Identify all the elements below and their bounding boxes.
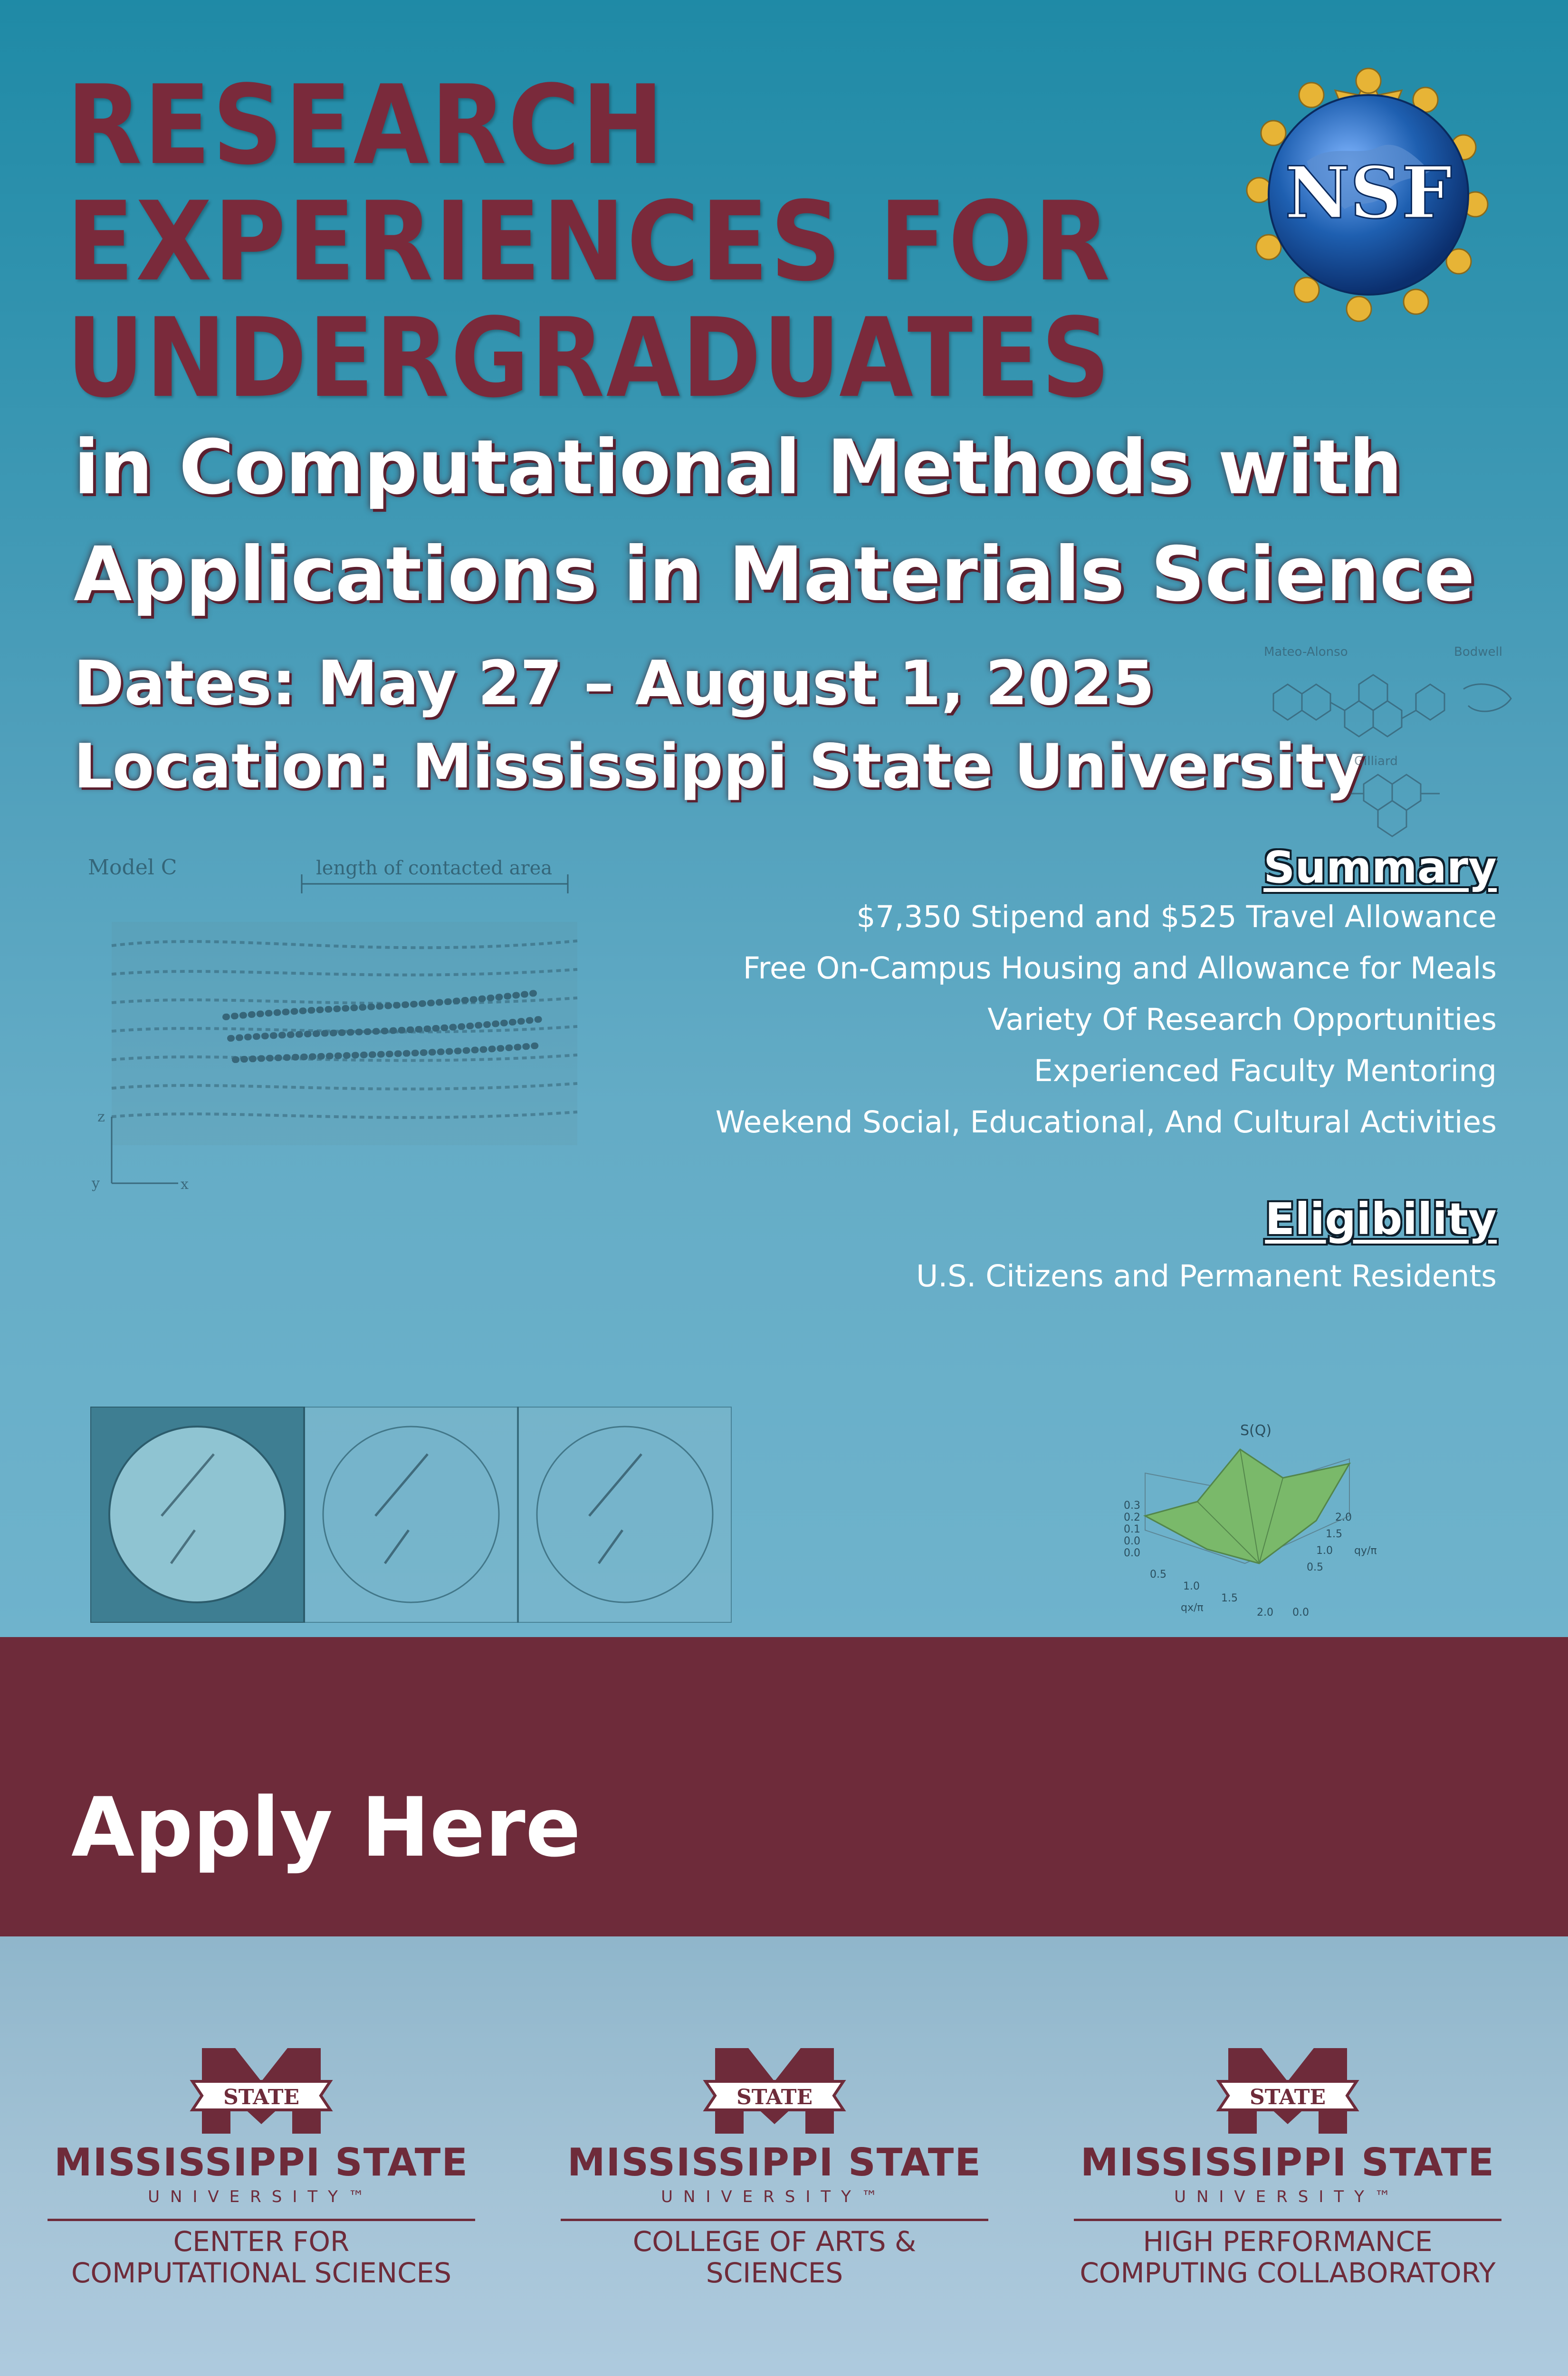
x-tick-label: 0.5 [1150,1569,1166,1581]
logo-divider [48,2219,475,2221]
molecule-label-2: Bodwell [1454,645,1502,659]
y-tick-label: 1.5 [1326,1528,1342,1540]
y-tick-label: 0.5 [1307,1562,1323,1573]
title-line-1: RESEARCH [67,62,666,189]
sq-surface-plot [1102,1407,1397,1625]
summary-item: Variety Of Research Opportunities [987,1002,1497,1037]
apply-here-button[interactable]: Apply Here [71,1780,581,1875]
z-tick-label: 0.0 [1124,1535,1140,1547]
state-badge-text: STATE [223,2085,300,2109]
molecule-diagram [1254,637,1520,846]
msu-logo-cas [561,2043,988,2289]
title-line-3: UNDERGRADUATES [67,295,1112,422]
logo-name: MISSISSIPPI STATE [567,2140,982,2184]
state-badge-text: STATE [736,2085,813,2109]
logo-divider [561,2219,988,2221]
x-axis-label: qx/π [1181,1602,1204,1614]
title-line-2: EXPERIENCES FOR [67,179,1112,306]
dates-text: Dates: May 27 – August 1, 2025 [74,648,1155,719]
logo-name: MISSISSIPPI STATE [54,2140,468,2184]
logo-university: UNIVERSITY™ [148,2187,375,2206]
axis-x-label: x [181,1176,189,1193]
state-badge-text: STATE [1249,2085,1326,2109]
x-tick-label: 1.0 [1183,1581,1200,1592]
summary-title: Summary [1263,842,1497,893]
nsf-logo-text: NSF [1285,151,1452,235]
contacted-area-annotation: length of contacted area [316,857,553,879]
molecule-label-1: Mateo-Alonso [1264,645,1348,659]
logo-unit-line: CENTER FOR [173,2225,350,2258]
y-tick-label: 0.0 [1292,1607,1309,1619]
eligibility-item: U.S. Citizens and Permanent Residents [916,1259,1497,1293]
z-tick-label: 0.1 [1124,1523,1140,1535]
y-tick-label: 1.0 [1316,1545,1333,1557]
logo-divider [1074,2219,1501,2221]
model-c-title: Model C [88,855,177,880]
logo-unit-line: COLLEGE OF ARTS & SCIENCES [632,2225,917,2289]
logo-name: MISSISSIPPI STATE [1080,2140,1495,2184]
z-tick-label: 0.0 [1124,1547,1140,1559]
summary-item: Experienced Faculty Mentoring [1033,1054,1497,1088]
y-axis-label: qy/π [1354,1545,1377,1557]
msu-m-state-emblem [696,2043,853,2138]
subtitle-line-2: Applications in Materials Science [74,531,1475,618]
logo-unit-line: COMPUTING COLLABORATORY [1080,2257,1496,2289]
axis-z-label: z [97,1109,105,1125]
z-tick-label: 0.2 [1124,1512,1140,1523]
logo-unit-line: COMPUTATIONAL SCIENCES [71,2257,452,2289]
summary-item: Free On-Campus Housing and Allowance for Meals [743,951,1497,986]
location-text: Location: Mississippi State University [74,731,1365,802]
x-tick-label: 1.5 [1221,1592,1238,1604]
axis-y-label: y [92,1175,100,1192]
summary-item: $7,350 Stipend and $525 Travel Allowance [856,900,1497,934]
micrograph-panels [90,1407,732,1623]
y-tick-label: 2.0 [1335,1512,1352,1523]
logo-university: UNIVERSITY™ [1174,2187,1401,2206]
eligibility-list [916,1251,1497,1302]
msu-m-state-emblem [183,2043,340,2138]
sq-plot-title: S(Q) [1240,1422,1272,1439]
logo-university: UNIVERSITY™ [661,2187,888,2206]
msu-logo-hpc [1074,2043,1501,2289]
msu-logo-ccs [48,2043,475,2289]
nsf-logo [1235,67,1501,323]
z-tick-label: 0.3 [1124,1500,1140,1512]
x-tick-label: 2.0 [1257,1607,1273,1619]
summary-list [716,891,1497,1148]
molecule-label-3: Gilliard [1354,754,1398,768]
subtitle-line-1: in Computational Methods with [74,424,1403,511]
summary-item: Weekend Social, Educational, And Cultural Activities [715,1105,1497,1140]
eligibility-title: Eligibility [1265,1194,1497,1245]
msu-m-state-emblem [1209,2043,1366,2138]
model-c-figure [83,851,587,1202]
logo-unit-line: HIGH PERFORMANCE [1143,2225,1433,2258]
